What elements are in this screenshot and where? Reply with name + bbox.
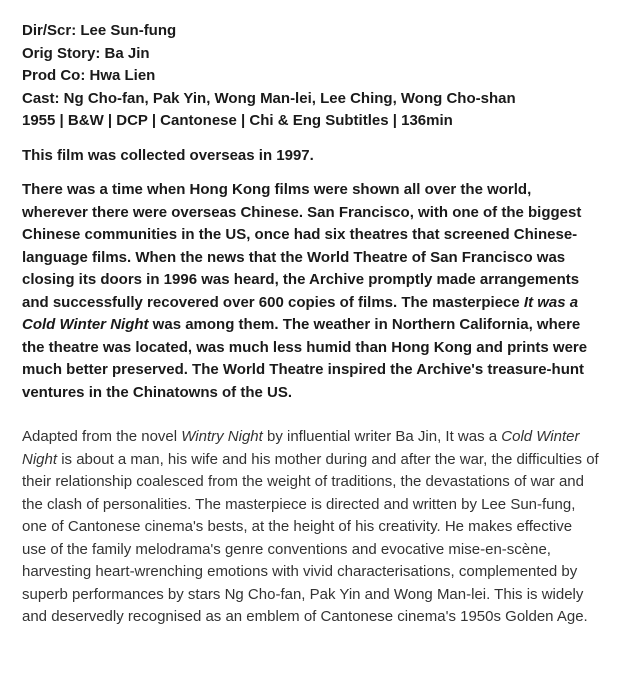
cast-credit: Cast: Ng Cho-fan, Pak Yin, Wong Man-lei, Lee Ching, Wong Cho-shan: [22, 89, 516, 107]
synopsis-novel-title: Wintry Night: [181, 428, 263, 445]
production-credit: Prod Co: Hwa Lien: [22, 67, 156, 84]
synopsis-text-1: Adapted from the novel: [22, 428, 182, 445]
synopsis-paragraph: [22, 426, 600, 629]
synopsis-text-3: is about a man, his wife and his mother during and after the war, the difficulties of their relationship coalesced from the weight of traditions, the devastations of war and the clash of personalities. The masterpiece is directed and written by Lee Sun-fung, one of Cantonese cinema's bests, at the height of his creativity. He makes effective use of the family melodrama's genre conventions and evocative mise-en-scène, harvesting heart-wrenching emotions with vivid characterisations, complemented by superb performances by stars Ng Cho-fan, Pak Yin and Wong Man-lei. This is widely and deservedly recognised as an emblem of Cantonese cinema's 1950s Golden Age.: [22, 450, 599, 625]
collection-note: This film was collected overseas in 1997.: [22, 146, 314, 164]
archive-story-text-1: There was a time when Hong Kong films were shown all over the world, wherever there were overseas Chinese. San Francisco, with one of the biggest Chinese communities in the US, once had six theatres that screened Chinese-language films. When the news that the World Theatre of San Francisco was closing its doors in 1996 was heard, the Archive promptly made arrangements and successfully recovered over 600 copies of films. The masterpiece: [22, 181, 582, 311]
archive-story-paragraph: [22, 179, 600, 404]
film-details: 1955 | B&W | DCP | Cantonese | Chi & Eng Subtitles | 136min: [22, 112, 453, 129]
story-credit: Orig Story: Ba Jin: [22, 44, 150, 62]
archive-story-text-2: was among them. The weather in Northern California, where the theatre was located, was much less humid than Hong Kong and prints were much better preserved. The World Theatre inspired the Archive's treasure-hunt ventures in the Chinatowns of the US.: [22, 316, 588, 401]
film-credits: [22, 20, 600, 133]
director-credit: Dir/Scr: Lee Sun-fung: [22, 22, 177, 39]
archive-story-film-title: It was a Cold Winter Night: [22, 293, 579, 333]
synopsis-text-2: by influential writer Ba Jin, It was a: [262, 428, 502, 445]
synopsis-film-title: Cold Winter Night: [22, 428, 580, 468]
